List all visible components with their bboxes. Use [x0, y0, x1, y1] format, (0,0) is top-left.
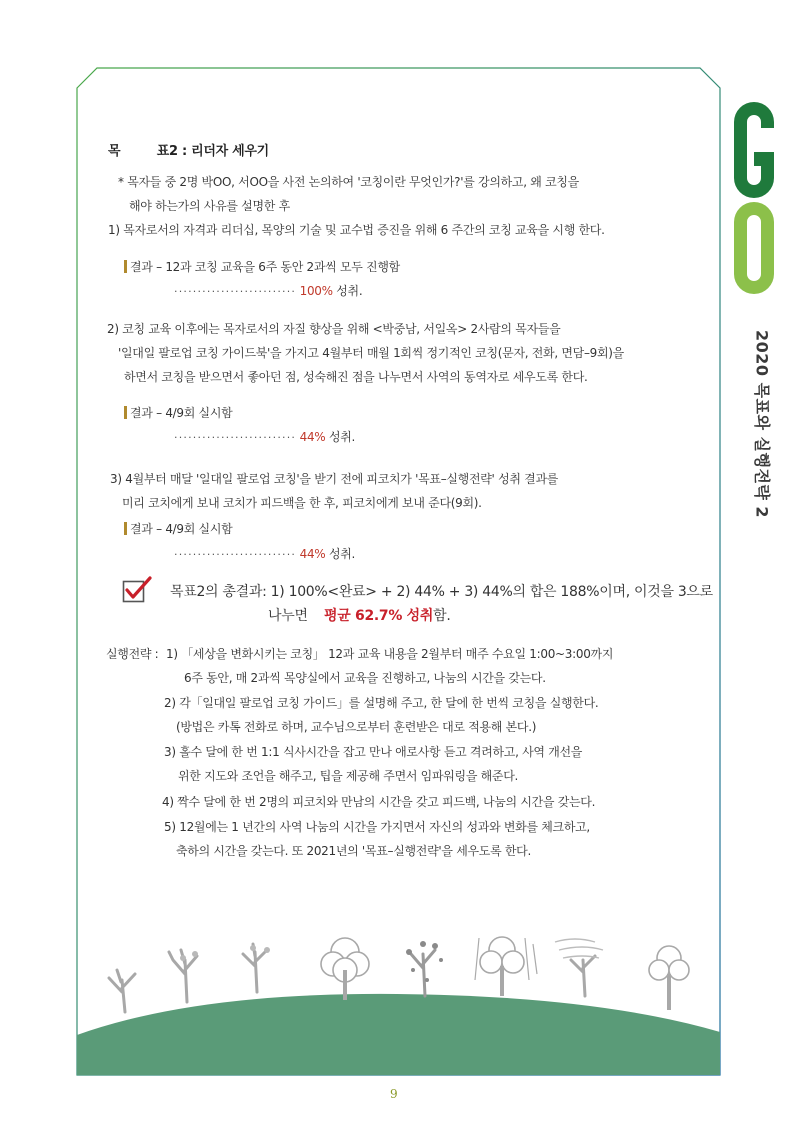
item-2-line-2: '일대일 팔로업 코칭 가이드북'을 가지고 4월부터 매월 1회씩 정기적인 코칭(문자, 전화, 면담–9회)을 [118, 346, 624, 360]
checkbox-check-icon [122, 576, 152, 604]
summary-line-2 [268, 605, 450, 625]
leader-dots: ·························· [174, 548, 297, 561]
item-3-line-1: 3) 4월부터 매달 '일대일 팔로업 코칭'을 받기 전에 피코치가 '목표–실행전략' 성취 결과를 [110, 472, 559, 486]
strategy-line-4: (방법은 카톡 전화로 하며, 교수님으로부터 훈련받은 대로 적용해 본다.) [176, 720, 537, 734]
strategy-line-9: 축하의 시간을 갖는다. 또 2021년의 '목표–실행전략'을 세우도록 한다. [176, 844, 531, 858]
item-2-result [124, 404, 232, 421]
strategy-line-3: 2) 각「일대일 팔로업 코칭 가이드」를 설명해 주고, 한 달에 한 번씩 코칭을 실행한다. [164, 696, 599, 710]
item-3-suffix: 성취. [328, 547, 356, 561]
intro-line-2: 해야 하는가의 사유를 설명한 후 [129, 199, 290, 213]
item-1-achievement [174, 282, 362, 299]
item-2-achievement [174, 428, 355, 445]
item-1-suffix: 성취. [336, 284, 363, 298]
summary-line-2-suffix: 함. [433, 608, 451, 624]
strategy-label: 실행전략 : [106, 647, 159, 661]
strategy-line-2: 6주 동안, 매 2과씩 목양실에서 교육을 진행하고, 나눔의 시간을 갖는다. [184, 671, 546, 685]
item-3-result-text: 결과 – 4/9회 실시함 [130, 522, 233, 536]
item-3-achievement [174, 545, 355, 562]
item-2-line-1: 2) 코칭 교육 이후에는 목자로서의 자질 향상을 위해 <박중남, 서일옥> 2사람의 목자들을 [107, 322, 561, 336]
tree-illustration [77, 930, 720, 1075]
item-1-result [124, 258, 400, 275]
leader-dots: ·························· [174, 431, 297, 444]
item-2-line-3: 하면서 코칭을 받으면서 좋아던 점, 성숙해진 점을 나누면서 사역의 동역자로 세우도록 한다. [124, 370, 588, 384]
item-1-line-1: 1) 목자로서의 자격과 리더십, 목양의 기술 및 교수법 증진을 위해 6 주간의 코칭 교육을 시행 한다. [108, 223, 605, 237]
side-title-text: 2020 목표와 실행전략 2 [752, 330, 772, 519]
item-3-percent: 44% [299, 547, 326, 561]
section-title: 표2 : 리더자 세우기 [156, 144, 269, 159]
item-1-result-text: 결과 – 12과 코칭 교육을 6주 동안 2과씩 모두 진행함 [130, 260, 400, 274]
summary-line-1: 목표2의 총결과: 1) 100%<완료> + 2) 44% + 3) 44%의 합은 188%이며, 이것을 3으로 [170, 584, 713, 600]
strategy-line-1: 1) 「세상을 변화시키는 코칭」 12과 교육 내용을 2월부터 매주 수요일 1:00~3:00까지 [166, 647, 614, 661]
item-2-result-text: 결과 – 4/9회 실시함 [130, 406, 233, 420]
item-2-percent: 44% [299, 430, 326, 444]
item-3-result [124, 520, 232, 537]
item-1-percent: 100% [299, 284, 333, 298]
result-marker [124, 260, 127, 273]
intro-line-1: * 목자들 중 2명 박OO, 서OO을 사전 논의하여 '코칭이란 무엇인가?'를 강의하고, 왜 코칭을 [118, 175, 579, 189]
strategy-line-7: 4) 짝수 달에 한 번 2명의 피코치와 만남의 시간을 갖고 피드백, 나눔의 시간을 갖는다. [162, 795, 596, 809]
item-3-line-2: 미리 코치에게 보내 코치가 피드백을 한 후, 피코치에게 보내 준다(9회). [122, 496, 482, 510]
section-prefix: 목 [108, 144, 121, 159]
result-marker [124, 406, 127, 419]
strategy-line-6: 위한 지도와 조언을 해주고, 팁을 제공해 주면서 임파워링을 해준다. [178, 769, 519, 783]
summary-line-2-prefix: 나누면 [268, 608, 308, 624]
leader-dots: ·························· [174, 285, 297, 298]
page-number: 9 [390, 1087, 398, 1101]
section-heading [108, 140, 269, 159]
item-2-suffix: 성취. [328, 430, 356, 444]
summary-highlight: 평균 62.7% 성취 [323, 608, 434, 624]
strategy-line-8: 5) 12월에는 1 년간의 사역 나눔의 시간을 가지면서 자신의 성과와 변화를 체크하고, [164, 820, 590, 834]
strategy-line-5: 3) 홀수 달에 한 번 1:1 식사시간을 잡고 만나 애로사항 듣고 격려하고, 사역 개선을 [164, 745, 583, 759]
result-marker [124, 522, 127, 535]
